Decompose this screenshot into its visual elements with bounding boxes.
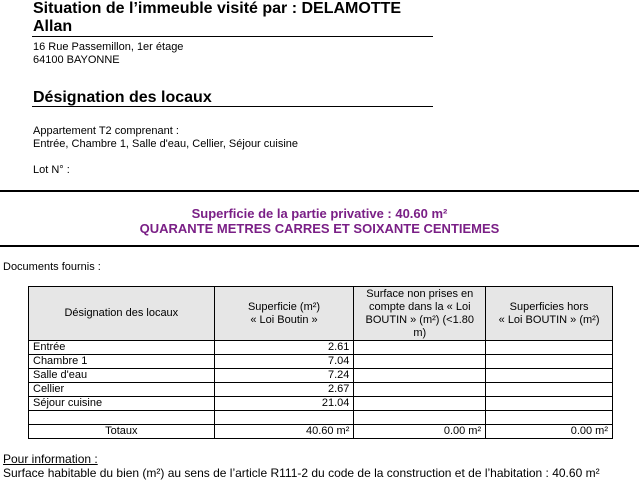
row-hors <box>486 355 613 369</box>
row-hors <box>486 369 613 383</box>
address-city: 64100 BAYONNE <box>33 54 120 66</box>
row-superficie: 7.04 <box>214 355 354 369</box>
info-text: Surface habitable du bien (m²) au sens de l’article R111-2 du code de la construction et de l’habitation : 40.60 m² <box>3 466 600 480</box>
designation-line1: Appartement T2 comprenant : <box>33 125 179 137</box>
address-street: 16 Rue Passemillon, 1er étage <box>33 41 184 53</box>
table-row-empty <box>29 411 613 425</box>
row-hors <box>486 341 613 355</box>
situation-title: Situation de l’immeuble visité par : DELAMOTTE <box>33 0 402 17</box>
row-hors <box>486 383 613 397</box>
row-non-prises <box>354 369 486 383</box>
lot-number: Lot N° : <box>33 164 70 176</box>
row-non-prises <box>354 355 486 369</box>
row-superficie: 2.61 <box>214 341 354 355</box>
totals-superficie: 40.60 m² <box>214 425 354 439</box>
documents-label: Documents fournis : <box>3 261 101 273</box>
info-label: Pour information : <box>3 452 98 466</box>
empty-cell <box>486 411 613 425</box>
row-superficie: 7.24 <box>214 369 354 383</box>
superficie-value: Superficie de la partie privative : 40.60 m² <box>191 206 448 221</box>
designation-title: Désignation des locaux <box>33 89 212 106</box>
empty-cell <box>29 411 215 425</box>
designation-rule <box>32 106 433 107</box>
header-superficie: Superficie (m²) « Loi Boutin » <box>214 287 354 341</box>
table-header-row <box>29 287 613 341</box>
header-non-prises: Surface non prises en compte dans la « Loi BOUTIN » (m²) (<1.80 m) <box>354 287 486 341</box>
header-designation: Désignation des locaux <box>29 287 215 341</box>
band-top-rule <box>0 190 639 192</box>
row-non-prises <box>354 397 486 411</box>
row-name: Cellier <box>29 383 215 397</box>
empty-cell <box>354 411 486 425</box>
superficie-words: QUARANTE METRES CARRES ET SOIXANTE CENTIEMES <box>139 221 500 236</box>
table-row <box>29 383 613 397</box>
row-superficie: 2.67 <box>214 383 354 397</box>
totals-hors: 0.00 m² <box>486 425 613 439</box>
table-row <box>29 355 613 369</box>
row-hors <box>486 397 613 411</box>
row-name: Chambre 1 <box>29 355 215 369</box>
band-bottom-rule <box>0 245 639 247</box>
totals-label: Totaux <box>29 425 215 439</box>
row-name: Séjour cuisine <box>29 397 215 411</box>
row-superficie: 21.04 <box>214 397 354 411</box>
row-name: Entrée <box>29 341 215 355</box>
table-row <box>29 369 613 383</box>
table-row <box>29 397 613 411</box>
row-name: Salle d'eau <box>29 369 215 383</box>
empty-cell <box>214 411 354 425</box>
table-row <box>29 341 613 355</box>
header-hors: Superficies hors « Loi BOUTIN » (m²) <box>486 287 613 341</box>
designation-line2: Entrée, Chambre 1, Salle d'eau, Cellier, Séjour cuisine <box>33 138 299 150</box>
row-non-prises <box>354 341 486 355</box>
totals-row <box>29 425 613 439</box>
situation-title-name: Allan <box>33 18 73 35</box>
row-non-prises <box>354 383 486 397</box>
totals-non-prises: 0.00 m² <box>354 425 486 439</box>
header-rule <box>32 36 433 37</box>
surface-table <box>28 286 613 439</box>
